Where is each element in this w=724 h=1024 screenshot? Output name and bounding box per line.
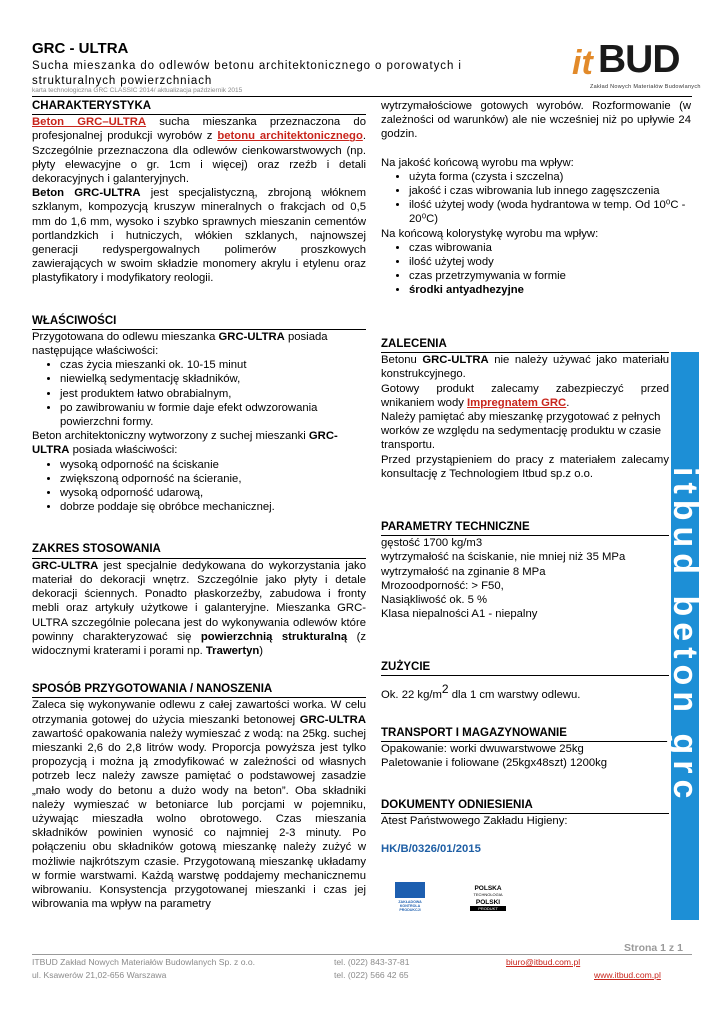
footer-email-link[interactable]: biuro@itbud.com.pl	[506, 957, 581, 967]
footer-web-link[interactable]: www.itbud.com.pl	[594, 970, 661, 980]
itb-logo-icon	[395, 882, 425, 898]
logo-tagline: Zakład Nowych Materiałów Budowlanych	[590, 84, 701, 90]
param-row: gęstość 1700 kg/m3	[381, 537, 483, 550]
heading-transport: TRANSPORT I MAGAZYNOWANIE	[381, 726, 669, 742]
footer-tel-2: tel. (022) 566 42 65	[334, 970, 409, 980]
list-item: • zwiększoną odporność na ścieranie,	[60, 472, 366, 486]
footer-company: ITBUD Zakład Nowych Materiałów Budowlanych Sp. z o.o.	[32, 957, 256, 967]
doc-meta: karta technologiczna GRC CLASSIC 2014/ aktualizacja październik 2015	[32, 87, 243, 94]
list-item: • wysoką odporność udarową,	[60, 486, 366, 500]
link-beton-architektoniczny[interactable]: betonu architektonicznego	[217, 130, 363, 143]
zalecenia-section	[381, 337, 669, 481]
zalecenia-t2: Gotowy produkt zalecamy zabezpieczyć przed wnikaniem wody Impregnatem GRC.	[381, 382, 669, 409]
list-item: • jest produktem łatwo obrabialnym,	[60, 387, 366, 401]
list-item: • czas wibrowania	[409, 241, 691, 255]
page-subtitle: Sucha mieszanka do odlewów betonu architektonicznego o porowatych i strukturalnych powierzchniach	[32, 60, 462, 87]
dokumenty-text: Atest Państwowego Zakładu Higieny:	[381, 815, 568, 828]
logo-bud-text: BUD	[598, 38, 680, 81]
itb-caption: ZAKŁADOWA KONTROLA PRODUKCJI	[398, 900, 422, 912]
wlasciwosci-list-1	[32, 358, 366, 429]
transport-row: Opakowanie: worki dwuwarstwowe 25kg	[381, 743, 584, 756]
param-row: Mrozoodporność: > F50,	[381, 579, 504, 592]
wlasciwosci-list-2	[32, 458, 366, 515]
footer-divider	[32, 954, 692, 955]
param-row: Klasa niepalności A1 - niepalny	[381, 608, 538, 621]
heading-sposob: SPOSÓB PRZYGOTOWANIA / NANOSZENIA	[32, 682, 366, 698]
charakterystyka-p1: Beton GRC–ULTRA sucha mieszanka przeznaczona do profesjonalnej produkcji wyrobów z betonu architektonicznego. Szczególnie przeznaczona dla odlewów cienkowarstwowych (np. płyty elewacyjne o gr. 1cm i więcej) oraz rzeźb i detali dekoracyjnych i galanteryjnych.	[32, 116, 366, 186]
list-item: • dobrze poddaje się obróbce mechanicznej.	[60, 500, 366, 514]
wlasciwosci-mid: Beton architektoniczny wytworzony z suchej mieszanki GRC-ULTRA posiada właściwości:	[32, 430, 338, 457]
right-continuation: wytrzymałościowe gotowych wyrobów. Rozformowanie (w zależności od warunków) ale nie wcześniej niż po upływie 24 godzin.	[381, 100, 691, 141]
heading-zakres: ZAKRES STOSOWANIA	[32, 542, 366, 558]
param-row: Nasiąkliwość ok. 5 %	[381, 594, 488, 607]
zalecenia-t1: Betonu GRC-ULTRA nie należy używać jako materiału konstrukcyjnego.	[381, 354, 669, 381]
list-item: • niewielką sedymentację składników,	[60, 372, 366, 386]
sposob-text: Zaleca się wykonywanie odlewu z całej zawartości worka. W celu otrzymania gotowej do użycia mieszanki betonowej GRC-ULTRA zawartość opakowania należy wymieszać z wodą: na 25kg. suchej mieszanki 2,6 do 2,8 litrów wody. Proporcja powyższa jest tylko propozycją i można ją zmodyfikować w zależności od własnych potrzeb lecz należy zawsze pamiętać o podstawowej zasadzie „mało wody do betonu a dużo wody na beton”. Oba składniki należy wymieszać w betoniarce lub porcjami w pojemniku, używając mieszadła wolno obrotowego. Czas mieszania składników powinien wynosić co najmniej 2-3 minuty. Po połączeniu obu składników gotową mieszankę należy zużyć w możliwie najkrótszym czasie. Przygotowaną mieszankę układamy w formie warstwami. Każdą warstwę poddajemy mechanicznemu wibrowaniu. Konsystencja przygotowanej mieszanki i czas jej wibrowania ma wpływ na parametry	[32, 699, 366, 911]
atest-code: HK/B/0326/01/2015	[381, 843, 481, 856]
zuzycie-text: Ok. 22 $kg/m^2$ dla 1 cm warstwy odlewu.	[381, 682, 581, 701]
zuzycie-section	[381, 660, 669, 702]
list-item: • środki antyadhezyjne	[409, 283, 691, 297]
zakres-text: GRC-ULTRA jest specjalnie dedykowana do wykorzystania jako materiał do dekoracji wnętrz. Szczególnie jako płyty i detale dekoracji ściennych. Ponadto płaskorzeźby, zabudowa i fronty mebli oraz artykuły użytkowe i galanteryjne. Mieszanka GRC-ULTRA szczególnie polecana jest do wykonywania odlewów które powinny charakteryzować się powierzchnią strukturalną (z widocznymi kraterami i porami np. Trawertyn)	[32, 559, 366, 657]
kolor-list	[381, 241, 691, 298]
link-beton-grc-ultra[interactable]: Beton GRC–ULTRA	[32, 116, 147, 129]
heading-charakterystyka: CHARAKTERYSTYKA	[32, 99, 366, 115]
wlasciwosci-intro: Przygotowana do odlewu mieszanka GRC-ULTRA posiada następujące właściwości:	[32, 330, 328, 358]
polska-badge: POLSKA TECHNOLOGIA POLSKI PRODUKT	[470, 885, 506, 917]
charakterystyka-p2: Beton GRC-ULTRA jest specjalistyczną, zbrojoną włóknem szklanym, kompozycją kruszyw mineralnych o frakcjach od 0,5 mm do 1,6 mm, wysoko i szybko sprawnych mieszanin cementów portlandzkich i hutniczych, włókien szklanych, najnowszej generacji redyspergowalnych polimerów proszkowych zawierających w swoim składzie monomery akrylu i etylenu oraz plastyfikatory i modyfikatory reologii.	[32, 187, 366, 285]
right-column	[381, 99, 691, 298]
logo-it-text: it	[572, 44, 593, 82]
kolor-intro: Na końcową kolorystykę wyrobu ma wpływ:	[381, 227, 599, 240]
heading-zuzycie: ZUŻYCIE	[381, 660, 669, 676]
link-impregnat-grc[interactable]: Impregnatem GRC	[467, 396, 567, 409]
heading-wlasciwosci: WŁAŚCIWOŚCI	[32, 314, 366, 330]
dokumenty-section	[381, 798, 669, 857]
heading-zalecenia: ZALECENIA	[381, 337, 669, 353]
param-row: wytrzymałość na zginanie 8 MPa	[381, 565, 546, 578]
list-item: • po zawibrowaniu w formie daje efekt odwzorowania powierzchni formy.	[60, 401, 366, 429]
list-item: • czas życia mieszanki ok. 10-15 minut	[60, 358, 366, 372]
list-item: • czas przetrzymywania w formie	[409, 269, 691, 283]
brand-strip-text: itbud beton grc	[666, 467, 704, 805]
zalecenia-t3: Należy pamiętać aby mieszankę przygotować z pełnych worków ze względu na sedymentację produktu w czasie transportu.	[381, 411, 662, 452]
itb-badge	[393, 882, 427, 918]
list-item: • ilość użytej wody (woda hydrantowa w temp. Od 10⁰C - 20⁰C)	[409, 198, 691, 226]
footer-tel-1: tel. (022) 843-37-81	[334, 957, 410, 967]
jakosc-list	[381, 170, 691, 227]
heading-parametry: PARAMETRY TECHNICZNE	[381, 520, 669, 536]
list-item: • ilość użytej wody	[409, 255, 691, 269]
left-column	[32, 99, 366, 911]
transport-row: Paletowanie i foliowane (25kgx48szt) 1200kg	[381, 757, 608, 770]
header-divider	[32, 96, 692, 97]
transport-section	[381, 726, 669, 771]
footer-address: ul. Ksawerów 21,02-656 Warszawa	[32, 970, 167, 980]
page-title: GRC - ULTRA	[32, 40, 129, 57]
heading-dokumenty: DOKUMENTY ODNIESIENIA	[381, 798, 669, 814]
parametry-section	[381, 520, 669, 621]
list-item: • jakość i czas wibrowania lub innego zagęszczenia	[409, 184, 691, 198]
param-row: wytrzymałość na ściskanie, nie mniej niż 35 MPa	[381, 551, 626, 564]
jakosc-intro: Na jakość końcową wyrobu ma wpływ:	[381, 156, 574, 169]
zalecenia-t4: Przed przystąpieniem do pracy z materiałem zalecamy konsultację z Technologiem Itbud sp.z o.o.	[381, 453, 669, 480]
page-number: Strona 1 z 1	[624, 942, 683, 954]
list-item: • użyta forma (czysta i szczelna)	[409, 170, 691, 184]
list-item: • wysoką odporność na ściskanie	[60, 458, 366, 472]
